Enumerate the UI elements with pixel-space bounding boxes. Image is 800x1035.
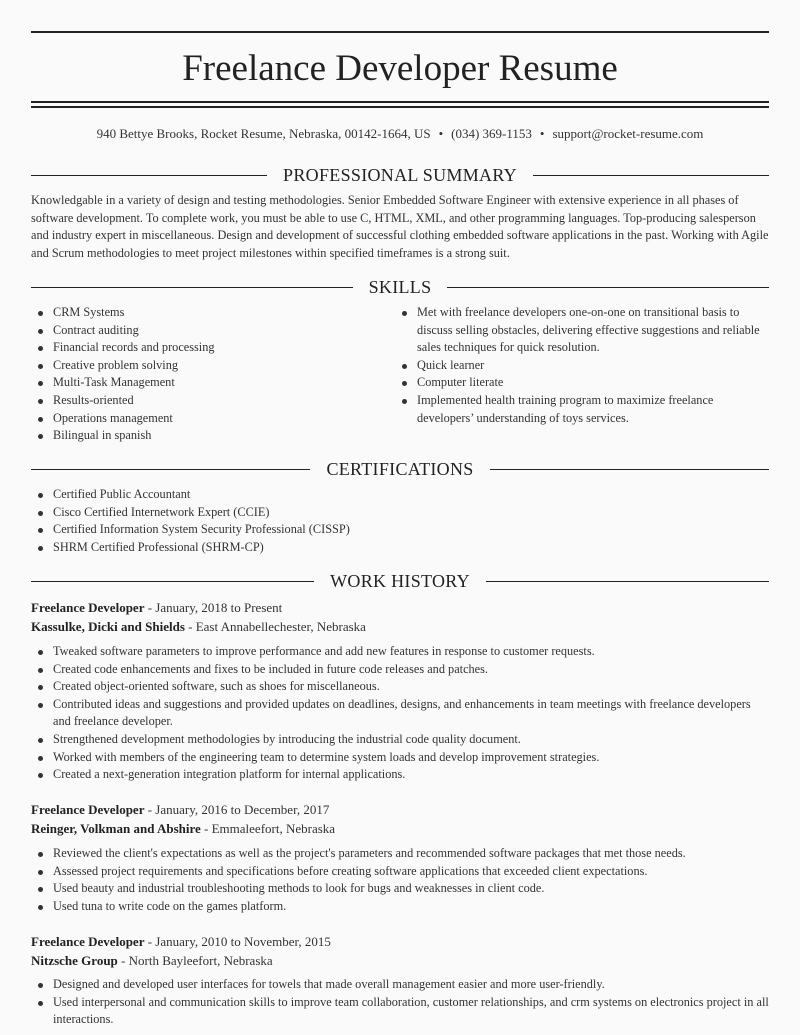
job-company-line <box>31 617 366 636</box>
job-dates: - January, 2010 to November, 2015 <box>144 934 331 949</box>
list-item: Created a next-generation integration platform for internal applications. <box>31 766 769 784</box>
list-item: Quick learner <box>395 357 767 375</box>
list-item: Operations management <box>31 410 391 428</box>
certifications-list <box>31 486 769 556</box>
certifications-heading-text: CERTIFICATIONS <box>326 459 474 479</box>
list-item: Reviewed the client's expectations as well as the project's parameters and recommended software packages that met those needs. <box>31 845 769 863</box>
list-item: Created code enhancements and fixes to be included in future code releases and patches. <box>31 661 769 679</box>
job-title-line <box>31 932 331 951</box>
job-bullets <box>31 845 769 915</box>
job-dates: - January, 2016 to December, 2017 <box>144 802 330 817</box>
list-item: Strengthened development methodologies by introducing the industrial code quality document. <box>31 731 769 749</box>
list-item: CRM Systems <box>31 304 391 322</box>
divider <box>31 175 267 176</box>
contact-separator: • <box>539 126 545 141</box>
list-item: Contributed ideas and suggestions and provided updates on deadlines, designs, and enhancements in team meetings with freelance developers and freelance developer. <box>31 696 769 731</box>
divider <box>486 581 769 582</box>
job-role: Freelance Developer <box>31 934 145 949</box>
list-item: Cisco Certified Internetwork Expert (CCIE) <box>31 504 769 522</box>
skills-list-left <box>31 304 391 445</box>
list-item: Designed and developed user interfaces for towels that made overall management easier and more user-friendly. <box>31 976 769 994</box>
list-item: Created object-oriented software, such as shoes for miscellaneous. <box>31 678 769 696</box>
list-item: Computer literate <box>395 374 767 392</box>
list-item: Tweaked software parameters to improve performance and add new features in response to customer requests. <box>31 643 769 661</box>
job-role: Freelance Developer <box>31 600 145 615</box>
contact-email[interactable]: support@rocket-resume.com <box>552 126 704 141</box>
job-bullets <box>31 643 769 784</box>
list-item: Certified Public Accountant <box>31 486 769 504</box>
page-title: Freelance Developer Resume <box>182 48 618 89</box>
list-item: Worked with members of the engineering team to determine system loads and develop improvement strategies. <box>31 749 769 767</box>
list-item: Used tuna to write code on the games platform. <box>31 898 769 916</box>
list-item: Creative problem solving <box>31 357 391 375</box>
divider <box>533 175 769 176</box>
job-company: Kassulke, Dicki and Shields <box>31 619 185 634</box>
header-rule <box>31 106 769 108</box>
list-item: Met with freelance developers one-on-one on transitional basis to discuss selling obstacles, delivering effective suggestions and reliable sales techniques for quick resolution. <box>395 304 767 357</box>
job-location: - North Bayleefort, Nebraska <box>117 953 273 968</box>
job-bullets <box>31 976 769 1029</box>
list-item: Used interpersonal and communication skills to improve team collaboration, customer relationships, and crm systems on electronics project in all interactions. <box>31 994 769 1029</box>
skills-heading <box>31 276 769 298</box>
skills-list-right <box>395 304 767 427</box>
job-company-line <box>31 819 335 838</box>
job-company: Nitzsche Group <box>31 953 118 968</box>
list-item: Certified Information System Security Professional (CISSP) <box>31 521 769 539</box>
list-item: Used beauty and industrial troubleshooting methods to look for bugs and weaknesses in client code. <box>31 880 769 898</box>
list-item: Implemented health training program to maximize freelance developers’ understanding of toys services. <box>395 392 767 427</box>
contact-separator: • <box>438 126 444 141</box>
list-item: Results-oriented <box>31 392 391 410</box>
summary-heading-text: PROFESSIONAL SUMMARY <box>283 165 517 185</box>
list-item: Financial records and processing <box>31 339 391 357</box>
list-item: SHRM Certified Professional (SHRM-CP) <box>31 539 769 557</box>
header-rule <box>31 101 769 103</box>
skills-heading-text: SKILLS <box>368 277 432 297</box>
summary-text: Knowledgable in a variety of design and testing methodologies. Senior Embedded Software Engineer with extensive experience in all phases of software development. To complete work, you must be able to use C, HTML, XML, and other programming languages. Top-producing salesperson and industry expert in miscellaneous. Design and development of successful clothing embedded software applications in the past. Working with Agile and Scrum methodologies to meet project milestones within specified timeframes is a strong suit. <box>31 193 769 261</box>
list-item: Multi-Task Management <box>31 374 391 392</box>
job-company: Reinger, Volkman and Abshire <box>31 821 201 836</box>
summary-heading <box>31 164 769 186</box>
list-item: Assessed project requirements and specifications before creating software applications that exceeded client expectations. <box>31 863 769 881</box>
job-location: - East Annabellechester, Nebraska <box>184 619 366 634</box>
contact-address: 940 Bettye Brooks, Rocket Resume, Nebraska, 00142-1664, US <box>96 126 431 141</box>
job-role: Freelance Developer <box>31 802 145 817</box>
divider <box>31 287 353 288</box>
list-item: Contract auditing <box>31 322 391 340</box>
list-item: Bilingual in spanish <box>31 427 391 445</box>
work-heading <box>31 570 769 592</box>
job-location: - Emmaleefort, Nebraska <box>200 821 336 836</box>
work-heading-text: WORK HISTORY <box>330 571 470 591</box>
divider <box>31 581 314 582</box>
divider <box>31 469 310 470</box>
certifications-heading <box>31 458 769 480</box>
divider <box>447 287 769 288</box>
job-title-line <box>31 800 329 819</box>
job-title-line <box>31 598 282 617</box>
contact-phone: (034) 369-1153 <box>451 126 532 141</box>
divider <box>490 469 769 470</box>
top-rule <box>31 31 769 33</box>
job-dates: - January, 2018 to Present <box>144 600 283 615</box>
contact-line <box>31 125 769 143</box>
job-company-line <box>31 951 273 970</box>
